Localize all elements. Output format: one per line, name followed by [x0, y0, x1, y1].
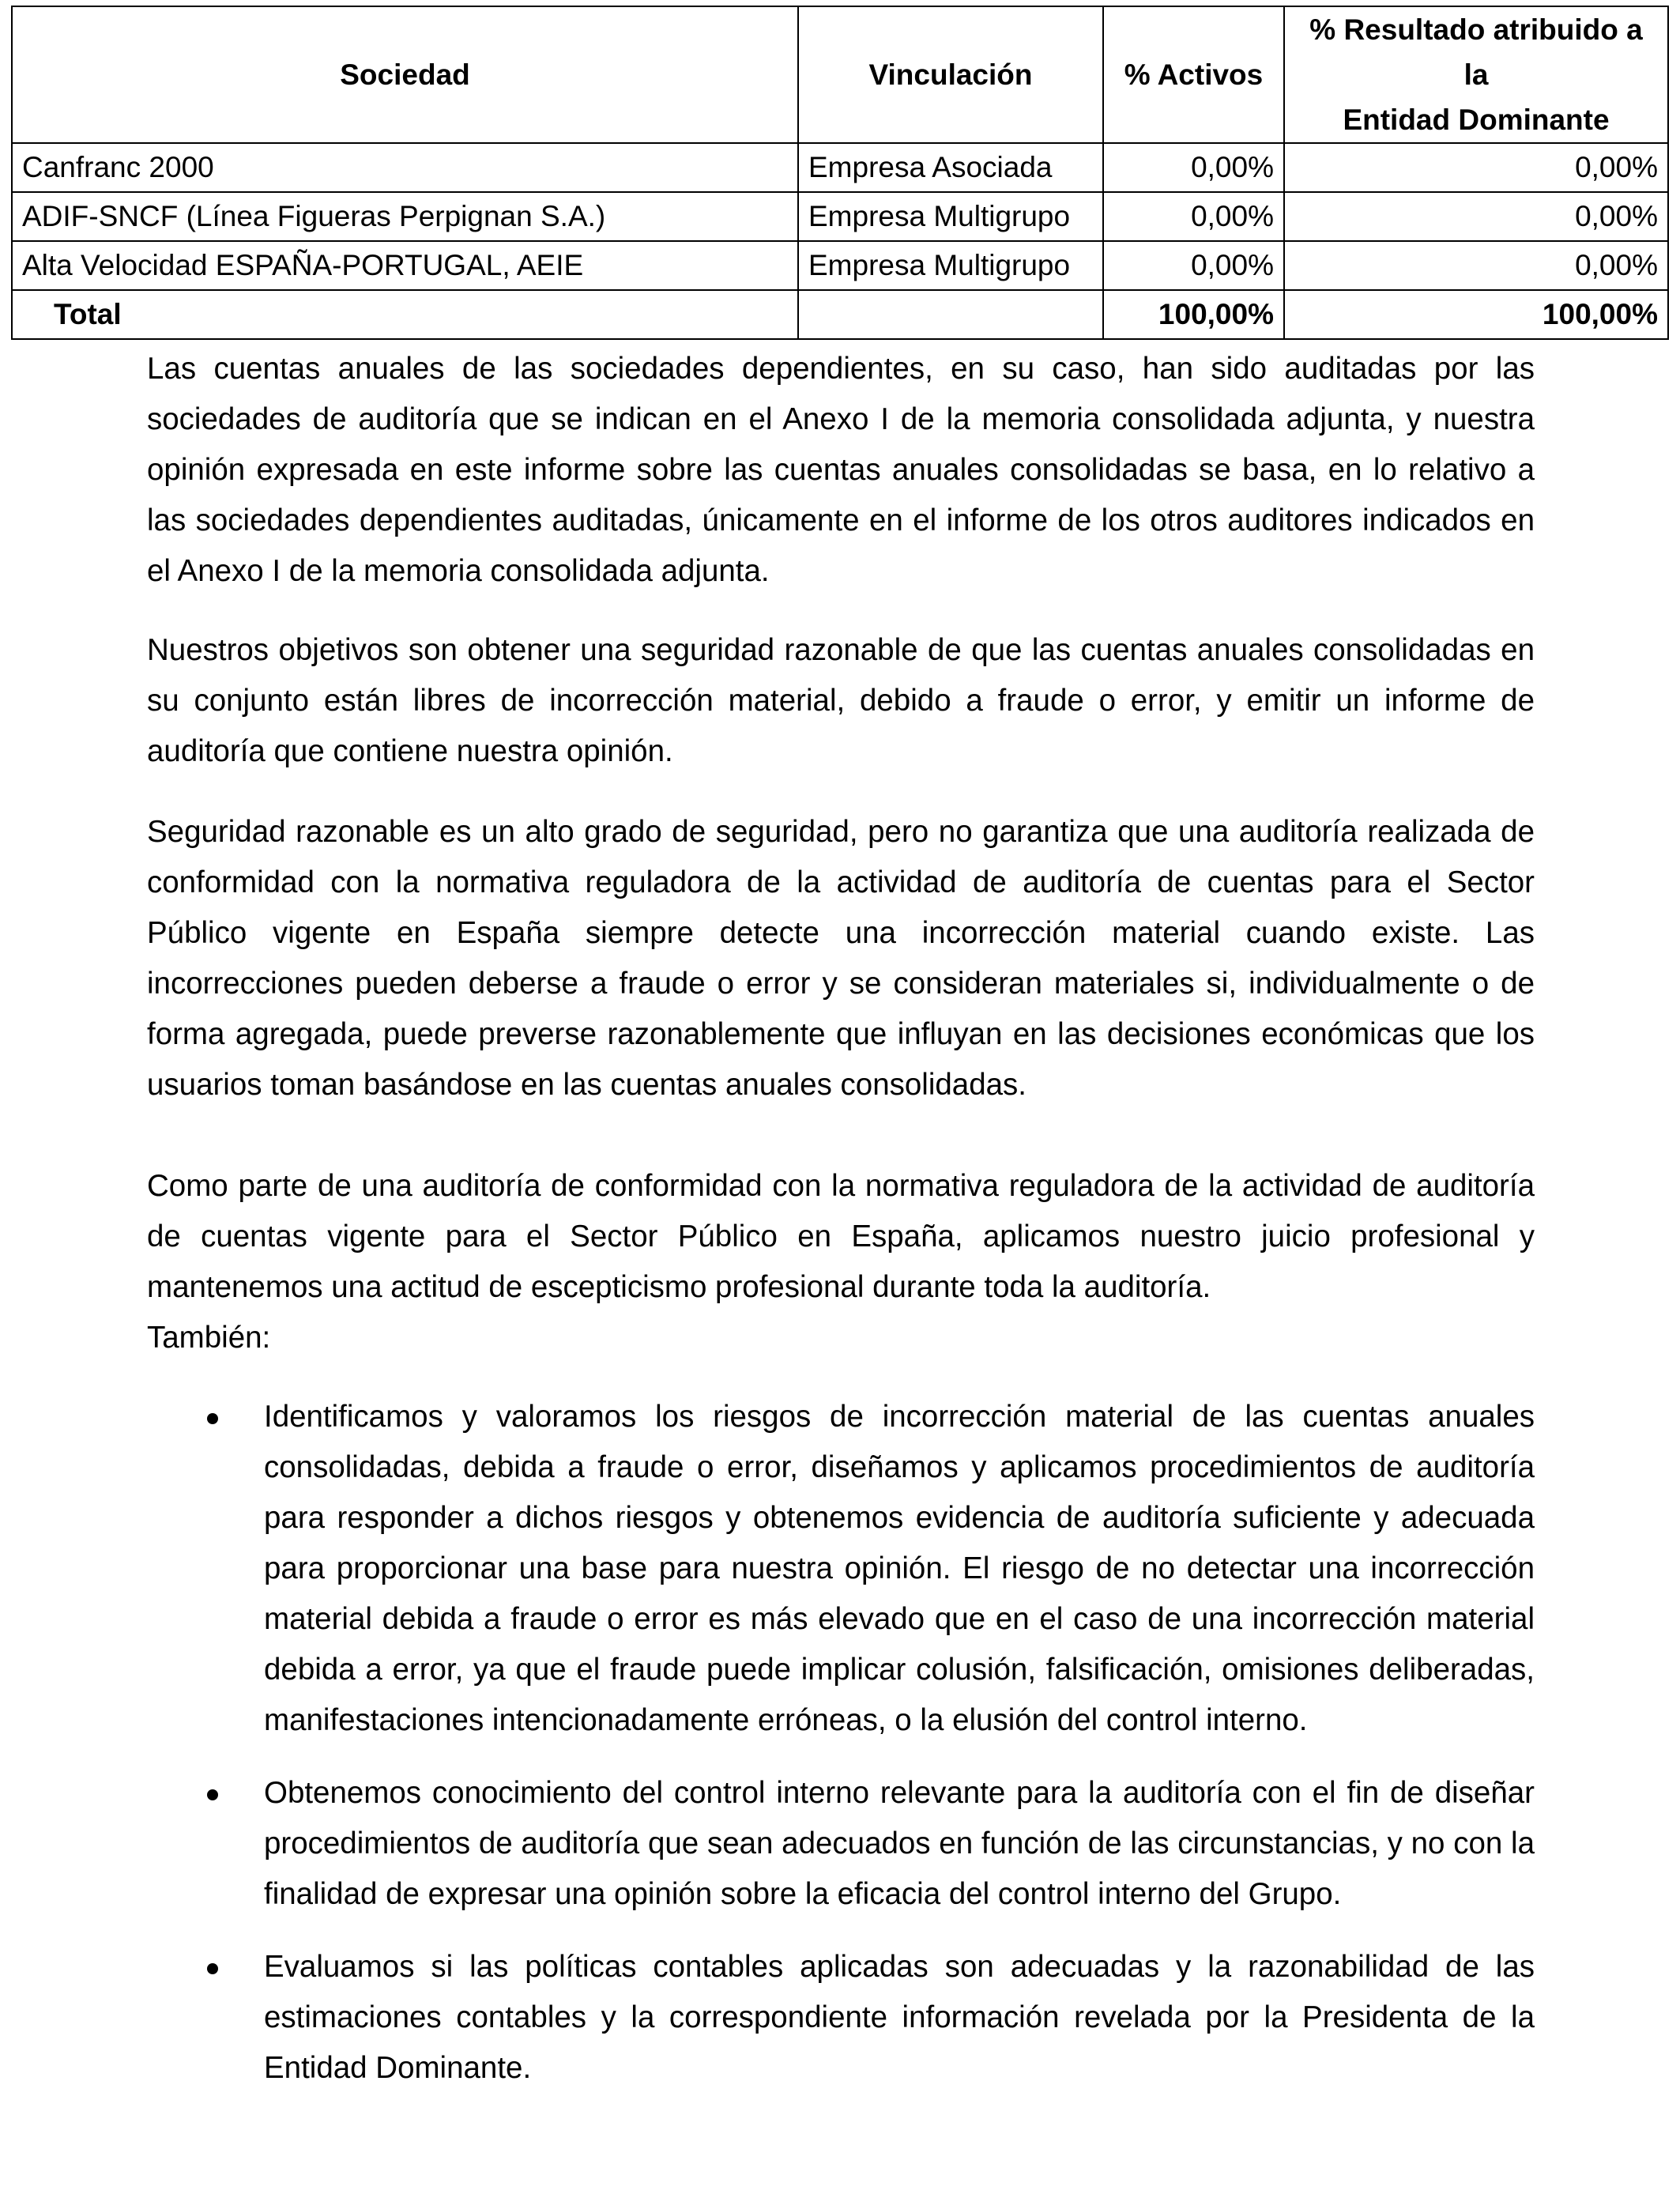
entities-table: [11, 6, 1669, 340]
header-resultado-line1: % Resultado atribuido a la: [1309, 13, 1643, 91]
list-item-text: Identificamos y valoramos los riesgos de incorrección material de las cuentas anuales consolidadas, debida a fraude o error, diseñamos y aplicamos procedimientos de auditoría para responder a dichos riesgos y obtenemos evidencia de auditoría suficiente y adecuada para proporcionar una base para nuestra opinión. El riesgo de no detectar una incorrección material debida a fraude o error es más elevado que en el caso de una incorrección material debida a error, ya que el fraude puede implicar colusión, falsificación, omisiones deliberadas, manifestaciones intencionadamente erróneas, o la elusión del control interno.: [264, 1400, 1535, 1737]
total-empty-cell: [798, 290, 1103, 339]
paragraph: Seguridad razonable es un alto grado de seguridad, pero no garantiza que una auditoría realizada de conformidad con la normativa reguladora de la actividad de auditoría de cuentas para el Sector Público vigente en España siempre detecte una incorrección material cuando existe. Las incorrecciones pueden deberse a fraude o error y se consideran materiales si, individualmente o de forma agregada, puede preverse razonablemente que influyan en las decisiones económicas que los usuarios toman basándose en las cuentas anuales consolidadas.: [147, 815, 1535, 1102]
list-item: [147, 1942, 1535, 2094]
total-resultado: 100,00%: [1284, 290, 1668, 339]
cell-resultado: 0,00%: [1284, 241, 1668, 290]
cell-activos: 0,00%: [1103, 241, 1284, 290]
list-item: [147, 1392, 1535, 1746]
bullet-icon: [207, 1963, 218, 1974]
list-item-text: Evaluamos si las políticas contables aplicadas son adecuadas y la razonabilidad de las estimaciones contables y la correspondiente información revelada por la Presidenta de la Entidad Dominante.: [264, 1950, 1535, 2085]
table-row: [12, 143, 1668, 192]
table-row: [12, 192, 1668, 241]
cell-sociedad: ADIF-SNCF (Línea Figueras Perpignan S.A.): [12, 192, 798, 241]
list-item-text: Obtenemos conocimiento del control interno relevante para la auditoría con el fin de diseñar procedimientos de auditoría que sean adecuados en función de las circunstancias, y no con la finalidad de expresar una opinión sobre la eficacia del control interno del Grupo.: [264, 1776, 1535, 1911]
total-activos: 100,00%: [1103, 290, 1284, 339]
cell-resultado: 0,00%: [1284, 192, 1668, 241]
bullet-list: [147, 1392, 1535, 2094]
cell-activos: 0,00%: [1103, 143, 1284, 192]
paragraph: Las cuentas anuales de las sociedades dependientes, en su caso, han sido auditadas por las sociedades de auditoría que se indican en el Anexo I de la memoria consolidada adjunta, y nuestra opinión expresada en este informe sobre las cuentas anuales consolidadas se basa, en lo relativo a las sociedades dependientes auditadas, únicamente en el informe de los otros auditores indicados en el Anexo I de la memoria consolidada adjunta.: [147, 352, 1535, 588]
cell-vinculacion: Empresa Multigrupo: [798, 241, 1103, 290]
cell-sociedad: Canfranc 2000: [12, 143, 798, 192]
cell-vinculacion: Empresa Multigrupo: [798, 192, 1103, 241]
bullet-icon: [207, 1413, 218, 1424]
table-header-row: [12, 6, 1668, 143]
bullet-icon: [207, 1789, 218, 1800]
table-total-row: [12, 290, 1668, 339]
paragraph-text: Como parte de una auditoría de conformidad con la normativa reguladora de la actividad de auditoría de cuentas vigente para el Sector Público en España, aplicamos nuestro juicio profesional y mantenemos una actitud de escepticismo profesional durante toda la auditoría.: [147, 1169, 1535, 1304]
cell-resultado: 0,00%: [1284, 143, 1668, 192]
report-body: [147, 344, 1535, 2116]
header-resultado-line2: Entidad Dominante: [1343, 104, 1610, 136]
cell-activos: 0,00%: [1103, 192, 1284, 241]
table-row: [12, 241, 1668, 290]
header-activos: % Activos: [1103, 6, 1284, 143]
header-sociedad: Sociedad: [12, 6, 798, 143]
paragraph: Nuestros objetivos son obtener una seguridad razonable de que las cuentas anuales consolidadas en su conjunto están libres de incorrección material, debido a fraude o error, y emitir un informe de auditoría que contiene nuestra opinión.: [147, 633, 1535, 768]
header-resultado: [1284, 6, 1668, 143]
header-vinculacion: Vinculación: [798, 6, 1103, 143]
cell-sociedad: Alta Velocidad ESPAÑA-PORTUGAL, AEIE: [12, 241, 798, 290]
total-label: Total: [12, 290, 798, 339]
list-item: [147, 1768, 1535, 1920]
cell-vinculacion: Empresa Asociada: [798, 143, 1103, 192]
paragraph: [147, 1161, 1535, 1363]
paragraph-tambien: También:: [147, 1321, 271, 1355]
